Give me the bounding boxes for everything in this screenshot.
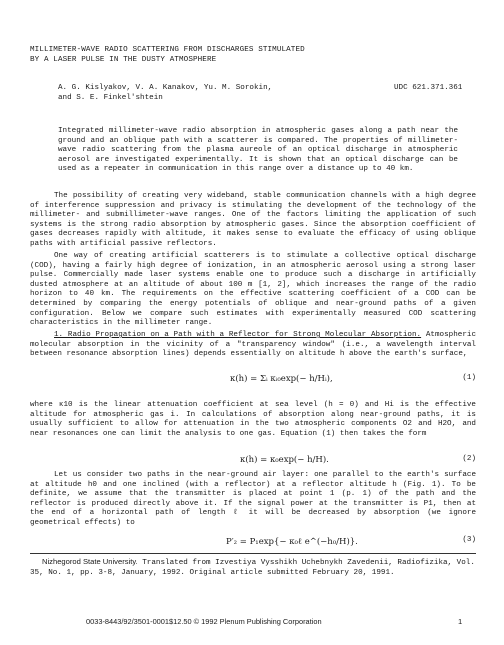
section-heading: 1. Radio Propagation on a Path with a Reflector for Strong Molecular Absorption. [54,331,422,339]
article-title [30,46,470,65]
footnote-university: Nizhegorod State University. [42,557,138,566]
paragraph-3 [30,331,476,360]
equation-2 [30,455,476,471]
footnote-text: Translated from Izvestiya Vysshikh Uchebnykh Zavedenii, Radiofizika, Vol. 35, No. 1, pp. 3-8, January, 1992. Original article submitted February 20, 1991. [30,559,475,577]
paragraph-4: where κ10 is the linear attenuation coefficient at sea level (h = 0) and Hi is the effective altitude for atmospheric gas i. In calculations of absorption along near-ground paths, it is usually sufficient to allow for attenuation in the two atmospheric components O2 and H2O, and near resonances one can limit the analysis to one gas. Equation (1) then takes the form [30,401,476,438]
udc-code: UDC 621.371.361 [394,84,463,92]
abstract: Integrated millimeter-wave radio absorption in atmospheric gases along a path near the ground and an oblique path with a scatterer is compared. The properties of millimeter-wave radio scattering from the plasma aureole of an optical discharge in atmospheric aerosol are investigated experimentally. It is shown that an optical discharge can be used as a repeater in communication in this range over a distance up to 40 km. [58,127,458,174]
page-number: 1 [458,617,463,626]
paragraph-1: The possibility of creating very wideband, stable communication channels with a high degree of interference suppression and privacy is stimulating the development of the technology of the millimeter- and submillimeter-wave ranges. One of the factors limiting the application of such systems is the strong radio absorption by atmospheric gases. Since the absorption coefficient of gases decreases rapidly with altitude, it makes sense to evaluate the efficacy of using oblique paths with artificial passive reflectors. [30,192,476,248]
equation-3-body: P′₂ = P₁exp{− κ₀ℓ e^(−h₀/H)}. [226,537,358,547]
title-line-2: BY A LASER PULSE IN THE DUSTY ATMOSPHERE [30,55,217,64]
equation-3 [30,536,476,552]
paragraph-3-text: Atmospheric molecular absorption in the vicinity of a "transparency window" (i.e., a wavelength interval between resonance absorption lines) depends essentially on altitude h above the earth's surface, [30,331,477,359]
paragraph-5: Let us consider two paths in the near-ground air layer: one parallel to the earth's surface at altitude h0 and one inclined (with a reflector) at a reflector altitude h (Fig. 1). To be definite, we assume that the transmitter is placed at point 1 (p. 1) of the path and the reflector is produced directly above it. If the signal power at the transmitter is P1, then at the end of a horizontal path of length ℓ it will be decreased by absorption (we ignore geometrical effects) to [30,471,476,527]
equation-3-number: (3) [462,536,476,544]
footnote-divider [30,553,476,554]
equation-2-body: κ(h) = κ₀exp(− h/H). [240,455,329,465]
footnote [30,557,476,578]
equation-1-body: κ(h) = Σᵢ κᵢ₀exp(− h/Hᵢ), [230,374,333,384]
equation-2-number: (2) [462,455,476,463]
copyright-line: 0033-8443/92/3501-0001$12.50 © 1992 Plenum Publishing Corporation [86,617,322,626]
paragraph-2: One way of creating artificial scatterers is to stimulate a collective optical discharge (COD), having a fairly high degree of ionization, in an atmospheric aerosol using a strong laser pulse. Commercially made laser systems enable one to produce such a discharge in artificially dusted atmosphere at an altitude of about 100 m [1, 2], which increases the range of the radio horizon to 40 km. The requirements on the effective scattering coefficient of a COD can be determined by comparing the energy potentials of oblique and near-ground paths of a given configuration. Below we compare such estimates with experimentally measured COD scattering characteristics in the millimeter range. [30,252,476,328]
authors-line-2: and S. E. Finkel'shtein [58,93,163,102]
title-line-1: MILLIMETER-WAVE RADIO SCATTERING FROM DISCHARGES STIMULATED [30,46,305,54]
equation-1-number: (1) [462,374,476,382]
equation-1 [30,374,476,390]
authors-line-1: A. G. Kislyakov, V. A. Kanakov, Yu. M. Sorokin, [58,84,273,92]
